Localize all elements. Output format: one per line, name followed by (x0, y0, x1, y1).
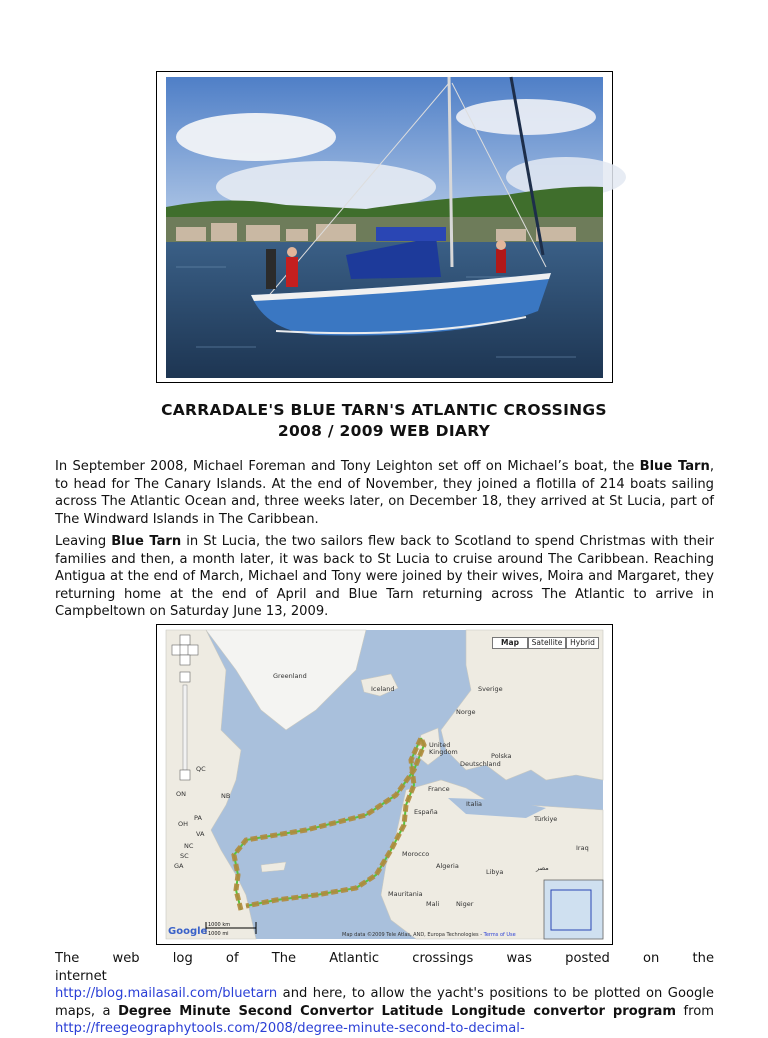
blog-link[interactable]: http://blog.mailasail.com/bluetarn (55, 986, 278, 1002)
map-labels (166, 630, 603, 939)
attribution-text: Map data ©2009 Tele Atlas, AND, Europa Technologies - (342, 932, 483, 938)
paragraph-text: The web log of The Atlantic crossings was posted on the internet (55, 951, 714, 984)
label-libya: Libya (486, 868, 504, 876)
label-nb: NB (221, 792, 231, 800)
label-norge: Norge (456, 708, 476, 716)
terms-link[interactable]: Terms of Use (483, 932, 516, 938)
label-iceland: Iceland (371, 685, 395, 693)
label-sverige: Sverige (478, 685, 503, 693)
google-logo[interactable]: Google (168, 926, 208, 937)
label-deutschland: Deutschland (460, 760, 501, 768)
label-mauritania: Mauritania (388, 890, 423, 898)
boat-name: Blue Tarn (639, 459, 710, 474)
label-nc: NC (184, 842, 194, 850)
paragraph-text: , to head for The Canary Islands. At the end of November, they joined a flotilla of 214 boats sailing across The Atlantic Ocean and, three weeks later, on December 18, they arrived at St Lucia, part of The Windward Islands in The Caribbean. (55, 459, 714, 527)
label-polska: Polska (491, 752, 512, 760)
label-on: ON (176, 790, 186, 798)
paragraph-text: in St Lucia, the two sailors flew back to Scotland to spend Christmas with their families and then, a month later, it was back to St Lucia to cruise around The Caribbean. Reaching Antigua at the end of March, Michael and Tony were joined by their wives, Moira and Margaret, they returning home at the end of April and Blue Tarn returning across The Atlantic to arrive in Campbeltown on Saturday June 13, 2009. (55, 534, 714, 620)
label-ga: GA (174, 862, 184, 870)
page-title: CARRADALE'S BLUE TARN'S ATLANTIC CROSSINGS (161, 401, 607, 419)
label-uk: United Kingdom (429, 741, 458, 756)
label-qc: QC (196, 765, 206, 773)
paragraph-text: In September 2008, Michael Foreman and Tony Leighton set off on Michael’s boat, the (55, 459, 640, 474)
boat-name: Blue Tarn (111, 534, 182, 549)
intro-paragraph (55, 458, 714, 528)
map-attribution (342, 932, 516, 938)
scale-mi: 1000 mi (208, 931, 229, 937)
label-italia: Italia (466, 800, 483, 808)
label-niger: Niger (456, 900, 474, 908)
label-mali: Mali (426, 900, 440, 908)
label-va: VA (196, 830, 205, 838)
map-type-map-button[interactable]: Map (492, 637, 528, 649)
map-type-satellite-button[interactable]: Satellite (528, 637, 566, 649)
label-egypt: مصر (536, 864, 549, 872)
paragraph-text: and here, to allow the yacht's positions to be plotted on Google maps, a (55, 986, 714, 1019)
links-paragraph (55, 950, 714, 1038)
paragraph-text: Leaving (55, 534, 112, 549)
label-espana: España (414, 808, 438, 816)
label-france: France (428, 785, 450, 793)
scale-km: 1000 km (208, 922, 231, 928)
program-name: Degree Minute Second Convertor Latitude Longitude convertor program (118, 1003, 677, 1019)
route-map[interactable] (166, 630, 603, 939)
journey-paragraph (55, 533, 714, 621)
photo-frame (156, 71, 613, 383)
paragraph-text: from (676, 1003, 714, 1019)
label-iraq: Iraq (576, 844, 589, 852)
yacht-photo (166, 77, 603, 378)
converter-link[interactable]: http://freegeographytools.com/2008/degree-minute-second-to-decimal- (55, 1021, 525, 1037)
label-sc: SC (180, 852, 189, 860)
map-frame (156, 624, 613, 945)
label-algeria: Algeria (436, 862, 459, 870)
label-turkiye: Türkiye (534, 815, 558, 823)
label-oh: OH (178, 820, 189, 828)
map-type-hybrid-button[interactable]: Hybrid (566, 637, 599, 649)
label-morocco: Morocco (402, 850, 430, 858)
page-subtitle: 2008 / 2009 WEB DIARY (277, 422, 491, 440)
label-greenland: Greenland (273, 672, 307, 680)
label-pa: PA (194, 814, 202, 822)
